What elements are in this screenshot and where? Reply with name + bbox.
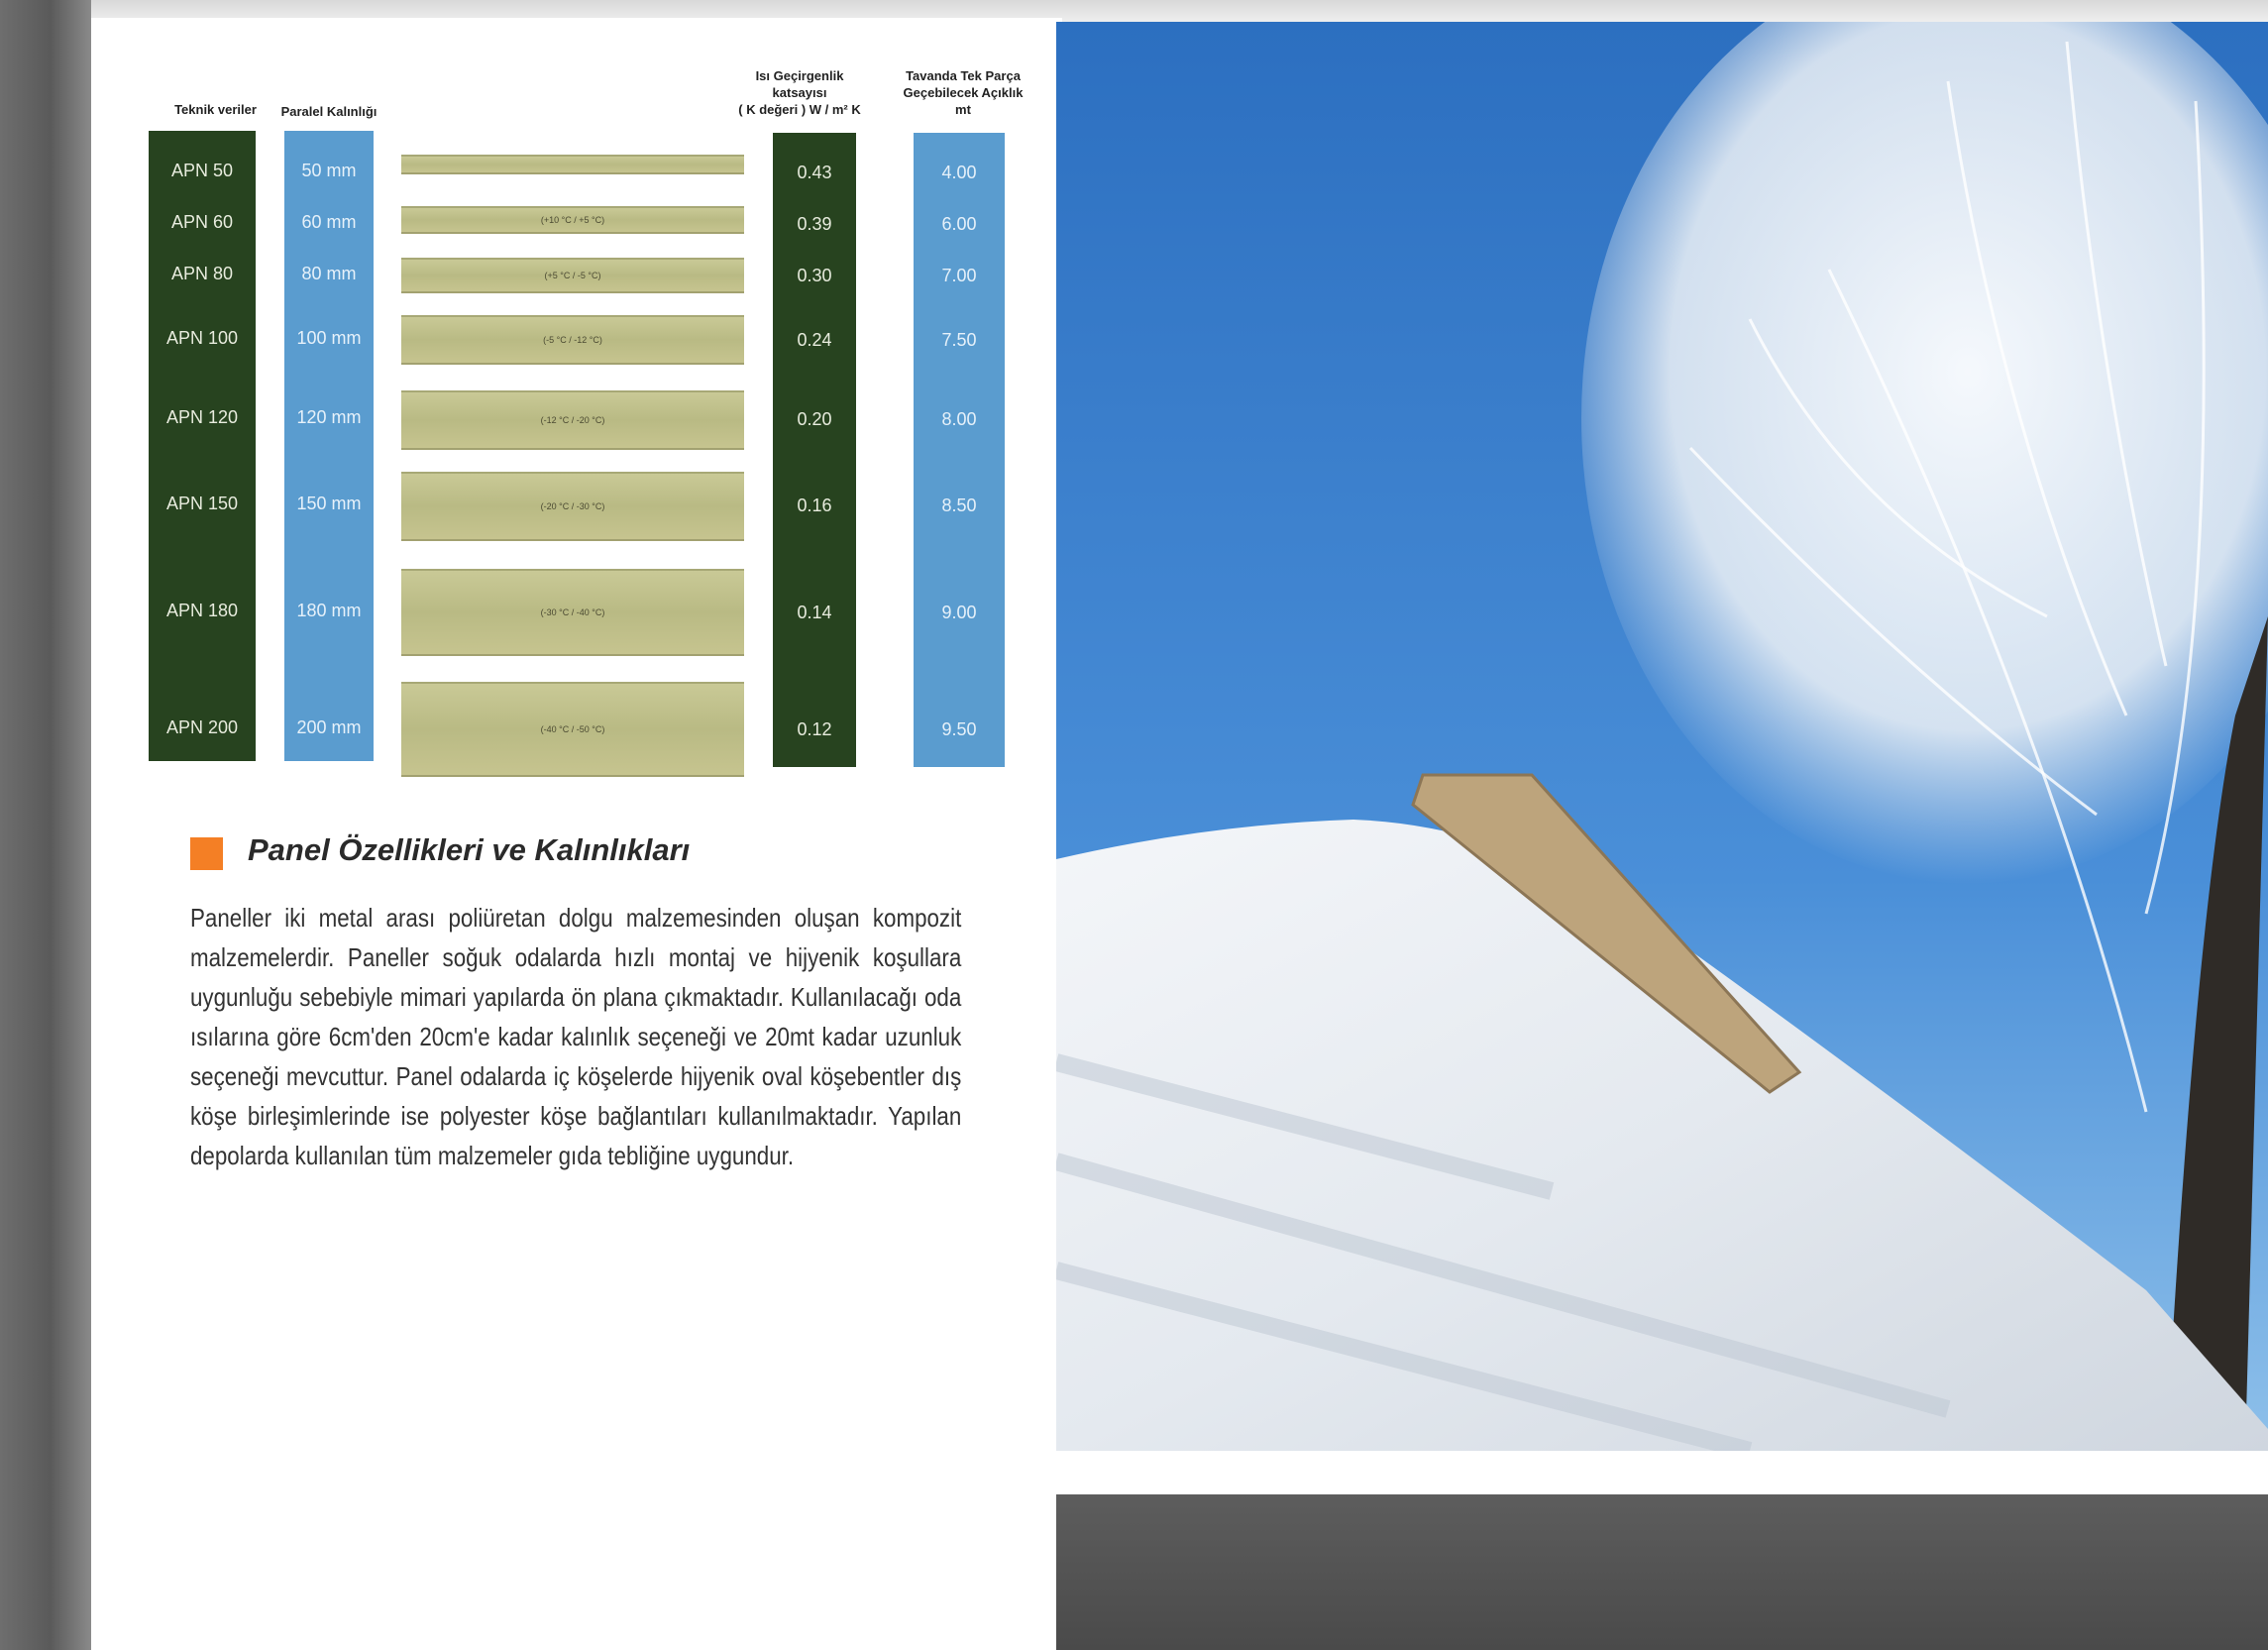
- cell-span-4: 7.50: [941, 330, 977, 350]
- cell-k-5: 0.20: [797, 409, 832, 429]
- cell-thickness-6: 150 mm: [296, 494, 362, 513]
- panel-section-1: [401, 155, 744, 174]
- section-marker: [190, 837, 223, 870]
- cell-code-3: APN 80: [170, 264, 234, 283]
- column-paralel-kalinlik: [284, 131, 374, 761]
- cell-k-6: 0.16: [797, 495, 832, 515]
- column-teknik-veriler: [149, 131, 256, 761]
- cell-span-2: 6.00: [941, 214, 977, 234]
- panel-section-3: [401, 258, 744, 293]
- cell-code-8: APN 200: [165, 717, 239, 737]
- cell-span-8: 9.50: [941, 719, 977, 739]
- header-isi-line2: katsayısı: [772, 85, 827, 100]
- cell-code-2: APN 60: [170, 212, 234, 232]
- cell-span-7: 9.00: [941, 603, 977, 622]
- document-page: [91, 18, 1062, 1643]
- panel-section-4: [401, 315, 744, 365]
- footer-bar: [1056, 1494, 2268, 1650]
- panel-section-2: [401, 206, 744, 234]
- cell-span-6: 8.50: [941, 495, 977, 515]
- header-paralel: Paralel Kalınlığı: [280, 104, 378, 119]
- header-tavan: [884, 67, 1042, 118]
- header-isi-line1: Isı Geçirgenlik: [755, 68, 844, 83]
- cell-thickness-3: 80 mm: [301, 264, 357, 283]
- cell-thickness-2: 60 mm: [301, 212, 357, 232]
- section-title: Panel Özellikleri ve Kalınlıkları: [248, 832, 691, 867]
- cell-thickness-7: 180 mm: [296, 601, 362, 620]
- cell-span-3: 7.00: [941, 266, 977, 285]
- cell-code-5: APN 120: [165, 407, 239, 427]
- header-tavan-line2: Geçebilecek Açıklık: [903, 85, 1024, 100]
- cell-k-2: 0.39: [797, 214, 832, 234]
- column-acikilk: [914, 133, 1005, 767]
- panel-temperature-label: (-30 °C / -40 °C): [540, 607, 605, 617]
- panel-section-7: [401, 569, 744, 656]
- cell-span-1: 4.00: [941, 163, 977, 182]
- cell-thickness-5: 120 mm: [296, 407, 362, 427]
- header-tavan-line1: Tavanda Tek Parça: [906, 68, 1021, 83]
- header-tavan-line3: mt: [955, 102, 971, 117]
- winter-photo: [1056, 22, 2268, 1451]
- column-k-degeri: [773, 133, 856, 767]
- cell-span-5: 8.00: [941, 409, 977, 429]
- panel-temperature-label: (-12 °C / -20 °C): [540, 415, 605, 425]
- cell-thickness-8: 200 mm: [296, 717, 362, 737]
- cell-code-7: APN 180: [165, 601, 239, 620]
- header-teknik: Teknik veriler: [174, 102, 257, 117]
- panel-temperature-label: (+10 °C / +5 °C): [540, 215, 605, 225]
- page-gutter: [0, 0, 91, 1650]
- panel-temperature-label: (-5 °C / -12 °C): [543, 335, 602, 345]
- cell-k-3: 0.30: [797, 266, 832, 285]
- cell-code-1: APN 50: [170, 161, 234, 180]
- panel-section-5: [401, 390, 744, 450]
- panel-temperature-label: (+5 °C / -5 °C): [544, 271, 601, 280]
- panel-section-6: [401, 472, 744, 541]
- panel-temperature-label: (-20 °C / -30 °C): [540, 501, 605, 511]
- cell-thickness-4: 100 mm: [296, 328, 362, 348]
- cell-k-1: 0.43: [797, 163, 832, 182]
- cell-code-6: APN 150: [165, 494, 239, 513]
- panel-temperature-label: (-40 °C / -50 °C): [540, 724, 605, 734]
- panel-cross-sections: [401, 131, 748, 765]
- header-isi: [705, 67, 894, 118]
- cell-code-4: APN 100: [165, 328, 239, 348]
- cell-k-4: 0.24: [797, 330, 832, 350]
- section-body: Paneller iki metal arası poliüretan dolgu malzemesinden oluşan kompozit malzemelerdir. Paneller soğuk odalarda hızlı montaj ve hijyenik koşullara uygunluğu sebebiyle mimari yapılarda ön plana çıkmaktadır. Kullanılacağı oda ısılarına göre 6cm'den 20cm'e kadar kalınlık seçeneği ve 20mt kadar uzunluk seçeneği mevcuttur. Panel odalarda iç köşelerde hijyenik oval köşebentler dış köşe birleşimlerinde ise polyester köşe bağlantıları kullanılmaktadır. Yapılan depolarda kullanılan tüm malzemeler gıda tebliğine uygundur.: [190, 903, 962, 1170]
- header-isi-line3: ( K değeri ) W / m² K: [738, 102, 861, 117]
- cell-thickness-1: 50 mm: [301, 161, 357, 180]
- cell-k-7: 0.14: [797, 603, 832, 622]
- panel-section-8: [401, 682, 744, 777]
- cell-k-8: 0.12: [797, 719, 832, 739]
